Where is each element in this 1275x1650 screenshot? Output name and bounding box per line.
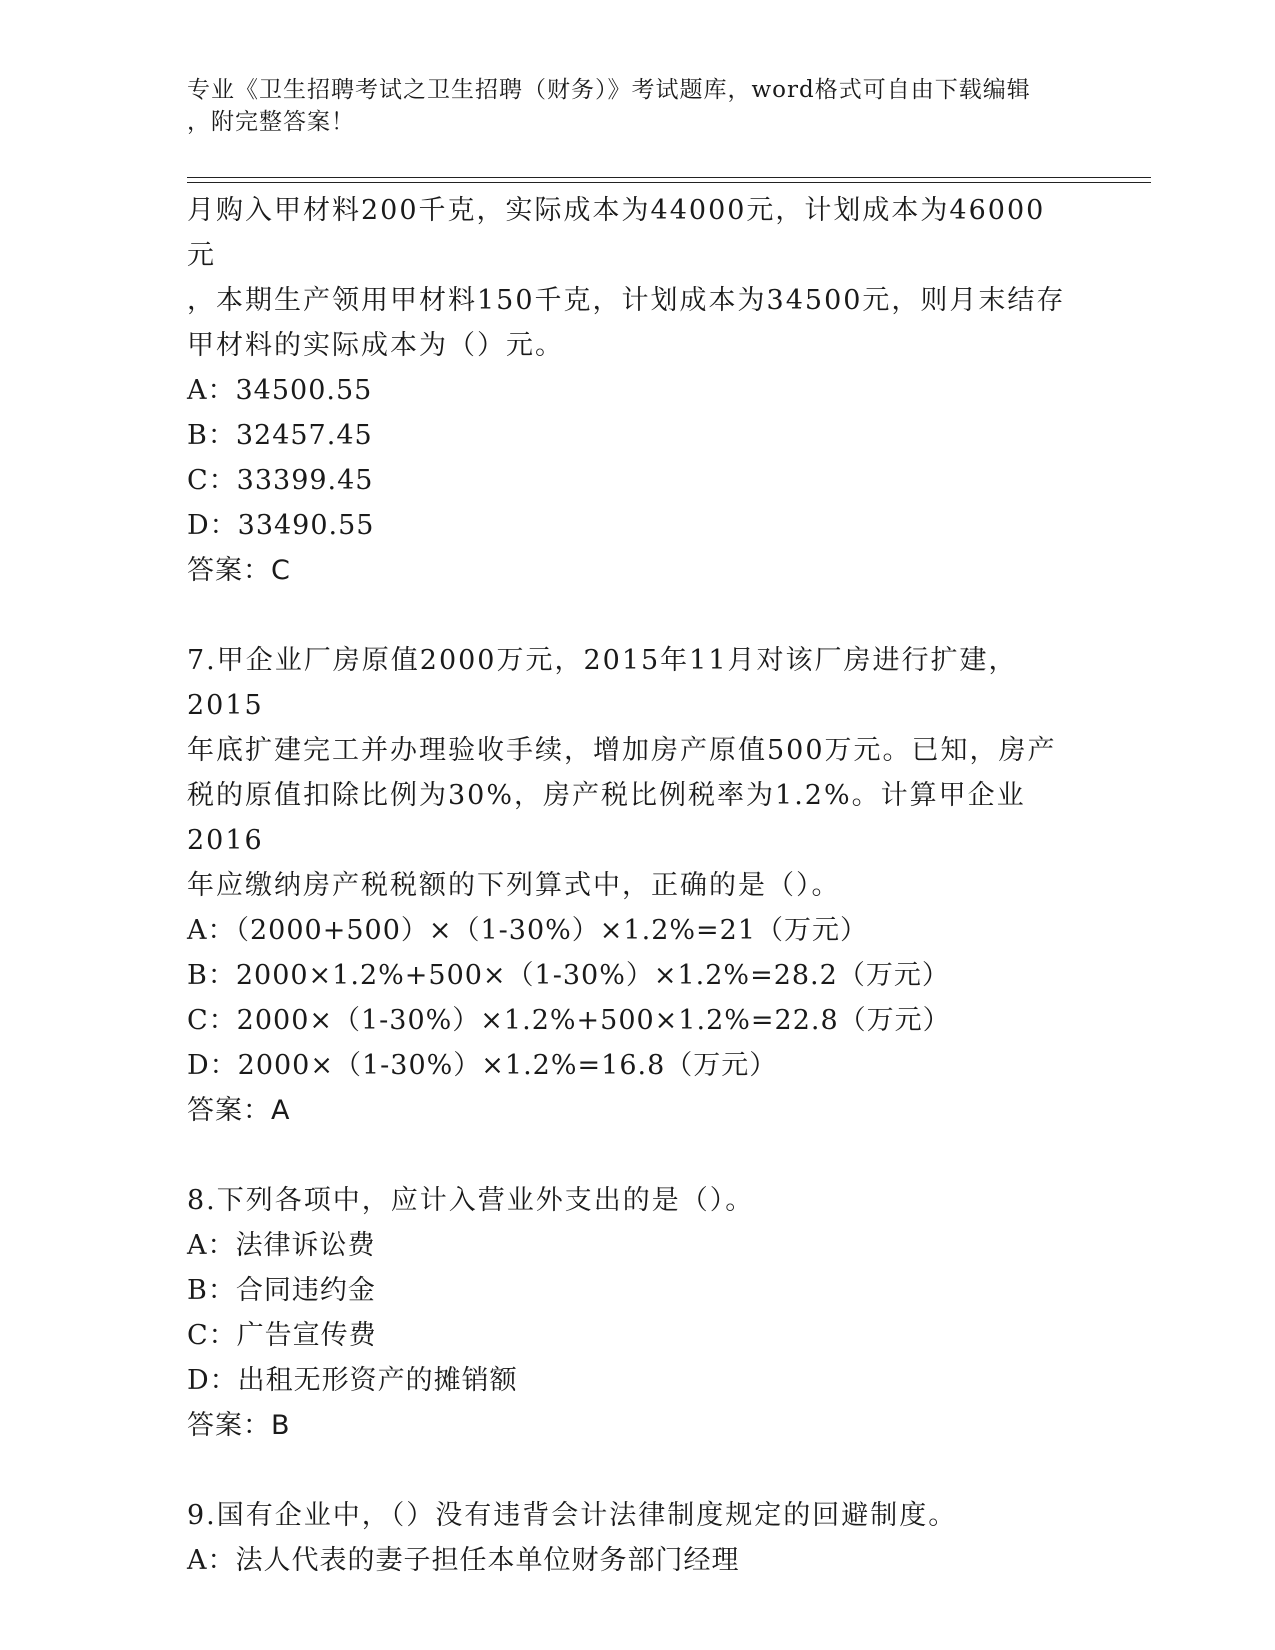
question-7-option-a: A：（2000+500）×（1-30%）×1.2%=21（万元） [187,915,869,946]
question-8-option-c: C：广告宣传费 [187,1320,377,1351]
spacer [187,593,1067,638]
question-7-stem-line: 税的原值扣除比例为30%，房产税比例税率为1.2%。计算甲企业2016 [187,780,1026,856]
question-6-option-b: B：32457.45 [187,420,373,451]
question-8-option-d: D：出租无形资产的摊销额 [187,1365,518,1396]
header-line-2: ，附完整答案！ [187,109,355,135]
question-7-stem-line: 年底扩建完工并办理验收手续，增加房产原值500万元。已知，房产 [187,735,1057,766]
question-7 [187,638,1067,1133]
question-6-option-d: D：33490.55 [187,510,375,541]
question-9-stem-line: 9.国有企业中，（）没有违背会计法律制度规定的回避制度。 [187,1500,958,1531]
question-6-stem-line: 月购入甲材料200千克，实际成本为44000元，计划成本为46000元 [187,195,1046,271]
question-7-option-b: B：2000×1.2%+500×（1-30%）×1.2%=28.2（万元） [187,960,950,991]
question-8 [187,1178,1067,1448]
question-7-stem-line: 7.甲企业厂房原值2000万元，2015年11月对该厂房进行扩建，2015 [187,645,1018,721]
page-header [187,74,1067,138]
header-line-1: 专业《卫生招聘考试之卫生招聘（财务）》考试题库，word格式可自由下载编辑 [187,77,1031,103]
header-double-rule [187,177,1151,183]
question-9 [187,1493,1067,1583]
question-6-stem-line: 甲材料的实际成本为（）元。 [187,330,564,361]
question-6-answer: 答案：C [187,555,291,586]
question-8-option-a: A：法律诉讼费 [187,1230,376,1261]
question-7-answer: 答案：A [187,1095,291,1126]
spacer [187,1133,1067,1178]
question-8-stem-line: 8.下列各项中，应计入营业外支出的是（）。 [187,1185,755,1216]
question-7-stem-line: 年应缴纳房产税税额的下列算式中，正确的是（）。 [187,870,841,901]
question-6-stem-line: ，本期生产领用甲材料150千克，计划成本为34500元，则月末结存 [187,285,1066,316]
question-6-option-a: A：34500.55 [187,375,373,406]
question-7-option-d: D：2000×（1-30%）×1.2%=16.8（万元） [187,1050,778,1081]
question-list [187,188,1067,1583]
question-8-option-b: B：合同违约金 [187,1275,376,1306]
question-8-answer: 答案：B [187,1410,291,1441]
question-6-option-c: C：33399.45 [187,465,374,496]
spacer [187,1448,1067,1493]
question-7-option-c: C：2000×（1-30%）×1.2%+500×1.2%=22.8（万元） [187,1005,951,1036]
question-6 [187,188,1067,593]
question-9-option-a: A：法人代表的妻子担任本单位财务部门经理 [187,1545,740,1576]
